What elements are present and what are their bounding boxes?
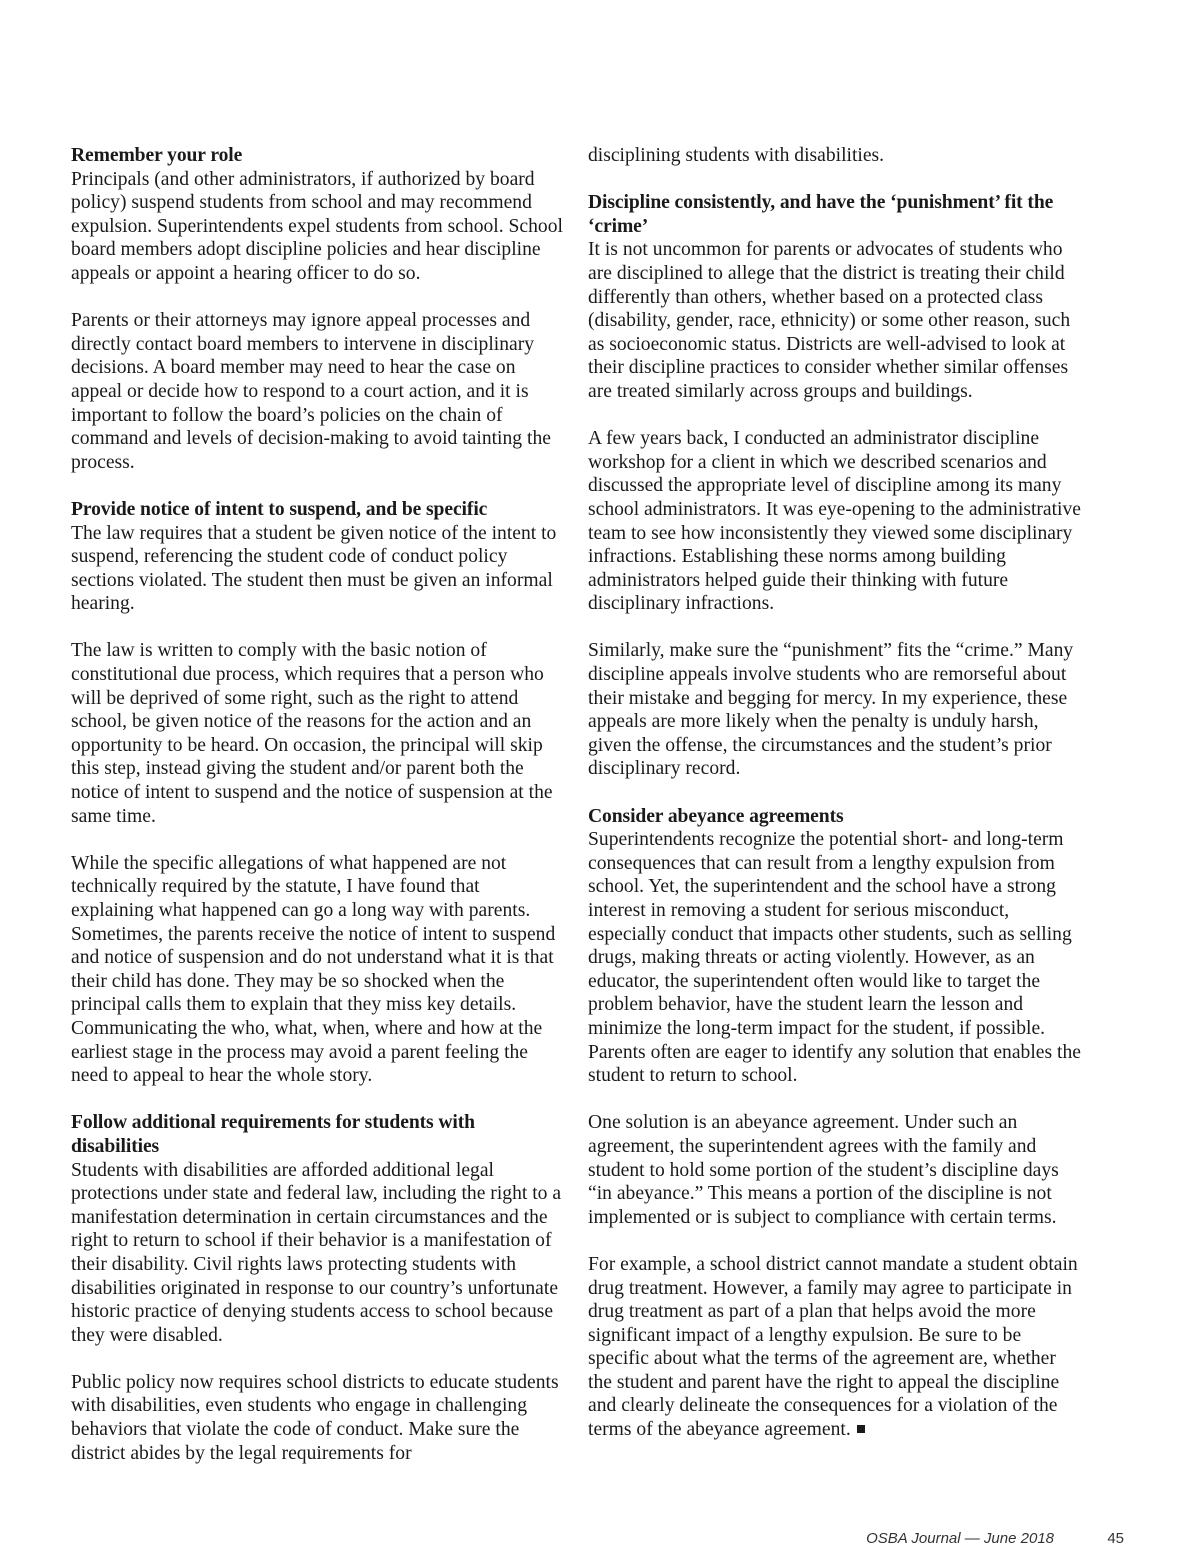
section-heading: Remember your role: [71, 145, 243, 166]
paragraph-final: [588, 1253, 1084, 1442]
page-number: 45: [1107, 1530, 1124, 1547]
paragraph: Public policy now requires school districts to educate students with disabilities, even students who engage in challenging behaviors that violate the code of conduct. Make sure the district abides by the legal requirements for: [71, 1371, 559, 1464]
section-remember-your-role: [71, 144, 567, 474]
paragraph: The law requires that a student be given notice of the intent to suspend, referencing the student code of conduct policy sections violated. The student then must be given an informal hearing.: [71, 522, 557, 615]
paragraph: Parents or their attorneys may ignore appeal processes and directly contact board members to intervene in disciplinary decisions. A board member may need to hear the case on appeal or decide how to respond to a court action, and it is important to follow the board’s policies on the chain of command and levels of decision-making to avoid tainting the process.: [71, 310, 551, 473]
section-heading: Discipline consistently, and have the ‘punishment’ fit the ‘crime’: [588, 192, 1054, 237]
paragraph: One solution is an abeyance agreement. Under such an agreement, the superintendent agrees with the family and student to hold some portion of the student’s discipline days “in abeyance.” This means a portion of the discipline is not implemented or is subject to compliance with certain terms.: [588, 1112, 1059, 1228]
footer-journal-title: OSBA Journal — June 2018: [866, 1530, 1054, 1547]
section-discipline-consistently: [588, 191, 1084, 781]
left-column: [71, 144, 567, 1465]
paragraph: Superintendents recognize the potential short- and long-term consequences that can result from a lengthy expulsion from school. Yet, the superintendent and the school have a strong interest in removing a student for serious misconduct, especially conduct that impacts other students, such as selling drugs, making threats or acting violently. However, as an educator, the superintendent often would like to target the problem behavior, have the student learn the lesson and minimize the long-term impact for the student, if possible. Parents often are eager to identify any solution that enables the student to return to school.: [588, 829, 1081, 1087]
right-column: [588, 144, 1084, 1442]
page-footer: [0, 1530, 1200, 1550]
paragraph: A few years back, I conducted an administrator discipline workshop for a client in which we described scenarios and discussed the appropriate level of discipline among its many school administrators. It was eye-opening to the administrative team to see how inconsistently they viewed some disciplinary infractions. Establishing these norms among building administrators helped guide their thinking with future disciplinary infractions.: [588, 428, 1081, 615]
section-students-with-disabilities: [71, 1111, 567, 1465]
section-heading: Provide notice of intent to suspend, and be specific: [71, 498, 488, 520]
paragraph-continuation: disciplining students with disabilities.: [588, 145, 885, 166]
paragraph: While the specific allegations of what happened are not technically required by the statute, I have found that explaining what happened can go a long way with parents. Sometimes, the parents receive the notice of intent to suspend and notice of suspension and do not understand what it is that their child has done. They may be so shocked when the principal calls them to explain that they miss key details. Communicating the who, what, when, where and how at the earliest stage in the process may avoid a parent feeling the need to appeal to hear the whole story.: [71, 852, 556, 1087]
paragraph: Similarly, make sure the “punishment” fits the “crime.” Many discipline appeals involve students who are remorseful about their mistake and begging for mercy. In my experience, these appeals are more likely when the penalty is unduly harsh, given the offense, the circumstances and the student’s prior disciplinary record.: [588, 640, 1074, 780]
paragraph-final-text: For example, a school district cannot mandate a student obtain drug treatment. However, a family may agree to participate in drug treatment as part of a plan that helps avoid the more significant impact of a lengthy expulsion. Be sure to be specific about what the terms of the agreement are, whether the student and parent have the right to appeal the discipline and clearly delineate the consequences for a violation of the terms of the abeyance agreement.: [588, 1253, 1078, 1441]
section-abeyance-agreements: [588, 805, 1084, 1442]
paragraph: The law is written to comply with the basic notion of constitutional due process, which requires that a person who will be deprived of some right, such as the right to attend school, be given notice of the reasons for the action and an opportunity to be heard. On occasion, the principal will skip this step, instead giving the student and/or parent both the notice of intent to suspend and the notice of suspension at the same time.: [71, 640, 553, 827]
paragraph: It is not uncommon for parents or advocates of students who are disciplined to allege that the district is treating their child differently than others, whether based on a protected class (disability, gender, race, ethnicity) or some other reason, such as socioeconomic status. Districts are well-advised to look at their discipline practices to consider whether similar offenses are treated similarly across groups and buildings.: [588, 239, 1071, 402]
paragraph: Principals (and other administrators, if authorized by board policy) suspend students from school and may recommend expulsion. Superintendents expel students from school. School board members adopt discipline policies and hear discipline appeals or appoint a hearing officer to do so.: [71, 168, 563, 284]
section-heading: Consider abeyance agreements: [588, 805, 844, 827]
section-notice-of-intent: [71, 498, 567, 1088]
end-of-article-mark: [857, 1425, 865, 1433]
section-heading: Follow additional requirements for students with disabilities: [71, 1112, 475, 1157]
paragraph: Students with disabilities are afforded additional legal protections under state and federal law, including the right to a manifestation determination in certain circumstances and the right to return to school if their behavior is a manifestation of their disability. Civil rights laws protecting students with disabilities originated in response to our country’s unfortunate historic practice of denying students access to school because they were disabled.: [71, 1159, 562, 1346]
